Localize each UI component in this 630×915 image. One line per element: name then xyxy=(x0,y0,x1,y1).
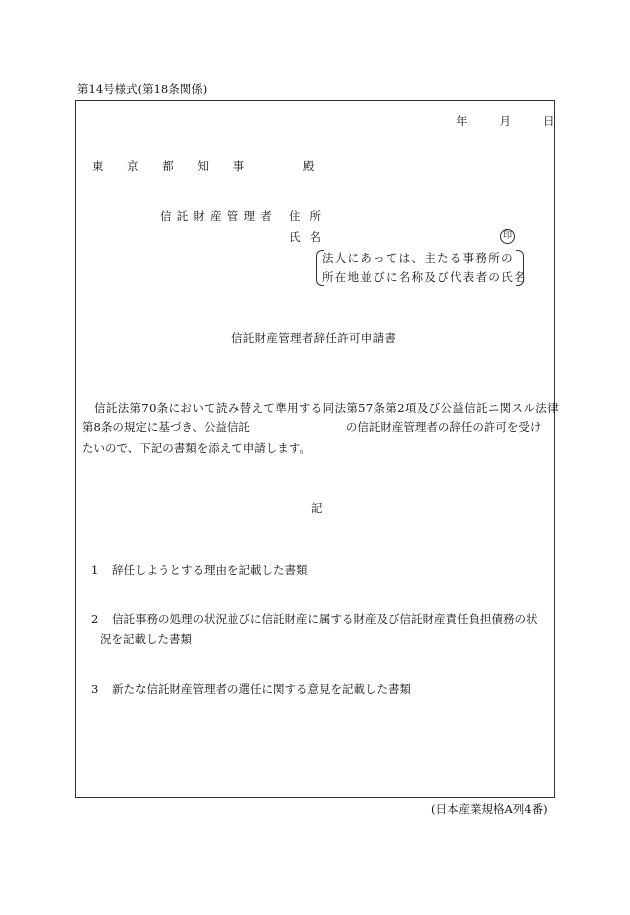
ki-heading: 記 xyxy=(311,501,323,515)
seal-mark-icon: 印 xyxy=(500,229,515,244)
right-bracket xyxy=(516,250,524,286)
list-item xyxy=(91,614,538,626)
list-item xyxy=(91,565,308,577)
addressee: 東 京 都 知 事 殿 xyxy=(92,159,325,173)
body-line-3: たいので、下記の書類を添えて申請します。 xyxy=(82,441,311,455)
corporation-note-line-1: 法人にあっては、主たる事務所の xyxy=(322,251,514,265)
body-line-2 xyxy=(82,422,541,434)
form-number: 第14号様式(第18条関係) xyxy=(77,82,208,96)
item-text: 辞任しようとする理由を記載した書類 xyxy=(112,563,308,577)
name-label: 氏名 xyxy=(289,230,330,244)
body-line-2-end: の信託財産管理者の辞任の許可を受け xyxy=(345,420,542,434)
corporation-note xyxy=(316,250,527,288)
item-number: 3 xyxy=(91,682,99,696)
item-number: 1 xyxy=(91,563,99,577)
item-text: 新たな信託財産管理者の選任に関する意見を記載した書類 xyxy=(112,682,411,696)
list-item xyxy=(91,684,411,696)
date-line xyxy=(456,116,555,128)
item-number: 2 xyxy=(91,612,99,626)
date-month-label: 月 xyxy=(499,114,511,128)
applicant-role: 信託財産管理者 xyxy=(160,209,277,223)
item-text-continuation: 況を記載した書類 xyxy=(100,632,192,646)
date-day-label: 日 xyxy=(543,114,555,128)
document-title: 信託財産管理者辞任許可申請書 xyxy=(231,331,397,345)
item-text: 信託事務の処理の状況並びに信託財産に属する財産及び信託財産責任負担債務の状 xyxy=(112,612,538,626)
date-year-label: 年 xyxy=(456,114,468,128)
paper-size-note: (日本産業規格A列4番) xyxy=(431,802,548,816)
corporation-note-line-2: 所在地並びに名称及び代表者の氏名 xyxy=(322,270,527,284)
address-label: 住所 xyxy=(289,209,330,223)
body-line-1: 信託法第70条において読み替えて準用する同法第57条第2項及び公益信託ニ関スル法律 xyxy=(94,401,559,415)
body-line-2-start: 第8条の規定に基づき、公益信託 xyxy=(82,420,250,434)
